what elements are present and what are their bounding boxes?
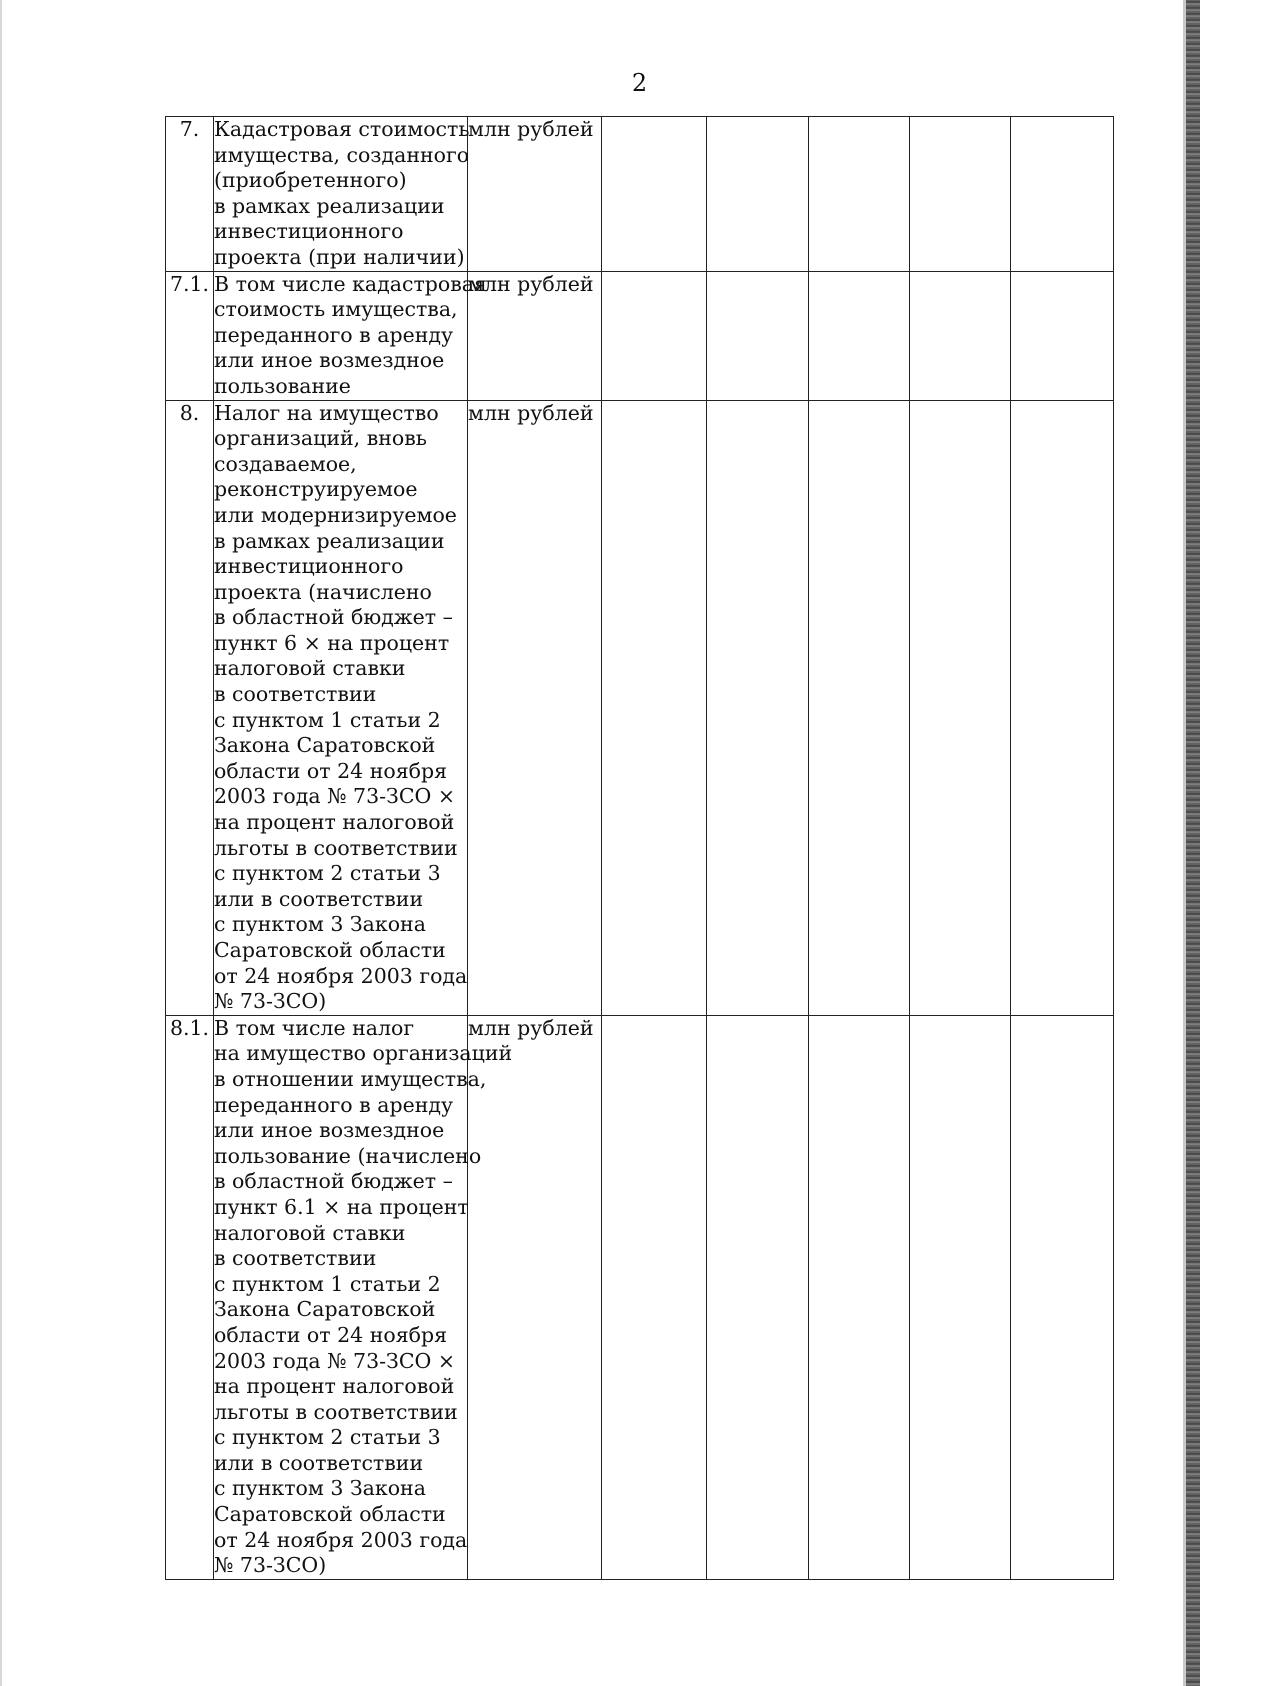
indicator-table — [165, 116, 1114, 1580]
description-line: Закона Саратовской — [214, 1297, 436, 1322]
row-unit: млн рублей — [468, 1015, 602, 1579]
scan-left-edge — [0, 0, 2, 1686]
description-line: Саратовской области — [214, 938, 446, 962]
row-number: 8.1. — [166, 1015, 214, 1579]
empty-value-cell — [809, 1015, 910, 1579]
table-row — [166, 117, 1114, 272]
description-line: стоимость имущества, — [214, 297, 458, 322]
description-line: льготы в соответствии — [214, 835, 458, 860]
empty-value-cell — [707, 271, 809, 400]
row-number: 8. — [166, 400, 214, 1015]
description-line: 2003 года № 73-ЗСО × — [214, 1348, 456, 1373]
empty-value-cell — [602, 1015, 707, 1579]
description-line: в соответствии — [214, 682, 377, 707]
row-description — [214, 400, 468, 1015]
empty-value-cell — [602, 400, 707, 1015]
description-line: в областной бюджет – — [214, 605, 453, 630]
empty-value-cell — [910, 271, 1011, 400]
description-line: налоговой ставки — [214, 656, 406, 681]
description-line: или иное возмездное — [214, 1118, 445, 1143]
description-line: № 73-ЗСО) — [214, 989, 327, 1014]
description-line: пользование (начислено — [214, 1143, 482, 1168]
empty-value-cell — [707, 400, 809, 1015]
row-description — [214, 117, 468, 272]
empty-value-cell — [707, 1015, 809, 1579]
empty-value-cell — [1011, 271, 1114, 400]
description-line: Кадастровая стоимость — [214, 117, 470, 141]
description-line: Саратовской области — [214, 1502, 446, 1527]
scan-right-edge — [1186, 0, 1200, 1686]
row-number: 7.1. — [166, 271, 214, 400]
empty-value-cell — [910, 117, 1011, 272]
empty-value-cell — [809, 400, 910, 1015]
description-line: или модернизируемое — [214, 502, 457, 527]
description-line: с пунктом 3 Закона — [214, 912, 426, 937]
description-line: или в соответствии — [214, 1450, 424, 1475]
description-line: В том числе кадастровая — [214, 271, 487, 296]
row-number: 7. — [166, 117, 214, 272]
description-line: (приобретенного) — [214, 168, 407, 193]
description-line: пользование — [214, 373, 351, 398]
description-line: с пунктом 2 статьи 3 — [214, 1425, 441, 1450]
description-line: реконструируемое — [214, 477, 418, 502]
empty-value-cell — [1011, 117, 1114, 272]
description-line: области от 24 ноября — [214, 1322, 448, 1347]
empty-value-cell — [707, 117, 809, 272]
description-line: или иное возмездное — [214, 348, 445, 373]
description-line: в отношении имущества, — [214, 1066, 487, 1091]
description-line: инвестиционного — [214, 219, 404, 244]
description-line: на процент налоговой — [214, 1374, 455, 1399]
description-line: или в соответствии — [214, 886, 424, 911]
empty-value-cell — [809, 117, 910, 272]
empty-value-cell — [910, 400, 1011, 1015]
empty-value-cell — [809, 271, 910, 400]
empty-value-cell — [1011, 400, 1114, 1015]
description-line: налоговой ставки — [214, 1220, 406, 1245]
row-unit: млн рублей — [468, 400, 602, 1015]
empty-value-cell — [910, 1015, 1011, 1579]
description-line: пункт 6 × на процент — [214, 630, 450, 655]
page-number: 2 — [631, 69, 648, 97]
description-line: с пунктом 2 статьи 3 — [214, 861, 441, 886]
description-line: в рамках реализации — [214, 528, 445, 553]
description-line: переданного в аренду — [214, 322, 454, 347]
description-line: инвестиционного — [214, 554, 404, 579]
description-line: от 24 ноября 2003 года — [214, 963, 468, 988]
description-line: на процент налоговой — [214, 810, 455, 835]
row-description — [214, 1015, 513, 1579]
description-line: льготы в соответствии — [214, 1399, 458, 1424]
description-line: Налог на имущество — [214, 400, 439, 425]
description-line: имущества, созданного — [214, 142, 470, 167]
description-line: № 73-ЗСО) — [214, 1553, 327, 1578]
description-line: от 24 ноября 2003 года — [214, 1527, 468, 1552]
description-line: в соответствии — [214, 1246, 377, 1271]
description-line: в рамках реализации — [214, 193, 445, 218]
description-line: на имущество организаций — [214, 1041, 513, 1066]
empty-value-cell — [602, 271, 707, 400]
description-line: создаваемое, — [214, 451, 357, 476]
empty-value-cell — [602, 117, 707, 272]
description-line: проекта (начислено — [214, 579, 432, 604]
row-unit: млн рублей — [468, 271, 602, 400]
table-row — [166, 271, 1114, 400]
indicator-table-body — [166, 117, 1114, 1580]
description-line: пункт 6.1 × на процент — [214, 1194, 469, 1219]
description-line: проекта (при наличии) — [214, 244, 465, 269]
row-unit: млн рублей — [468, 117, 602, 272]
description-line: с пунктом 1 статьи 2 — [214, 707, 441, 732]
description-line: 2003 года № 73-ЗСО × — [214, 784, 456, 809]
description-line: организаций, вновь — [214, 426, 427, 451]
description-line: области от 24 ноября — [214, 758, 448, 783]
description-line: с пунктом 1 статьи 2 — [214, 1271, 441, 1296]
table-row — [166, 1015, 1114, 1579]
description-line: с пунктом 3 Закона — [214, 1476, 426, 1501]
description-line: В том числе налог — [214, 1015, 415, 1040]
description-line: Закона Саратовской — [214, 733, 436, 758]
empty-value-cell — [1011, 1015, 1114, 1579]
table-row — [166, 400, 1114, 1015]
description-line: в областной бюджет – — [214, 1169, 453, 1194]
row-description — [214, 271, 487, 400]
description-line: переданного в аренду — [214, 1092, 454, 1117]
